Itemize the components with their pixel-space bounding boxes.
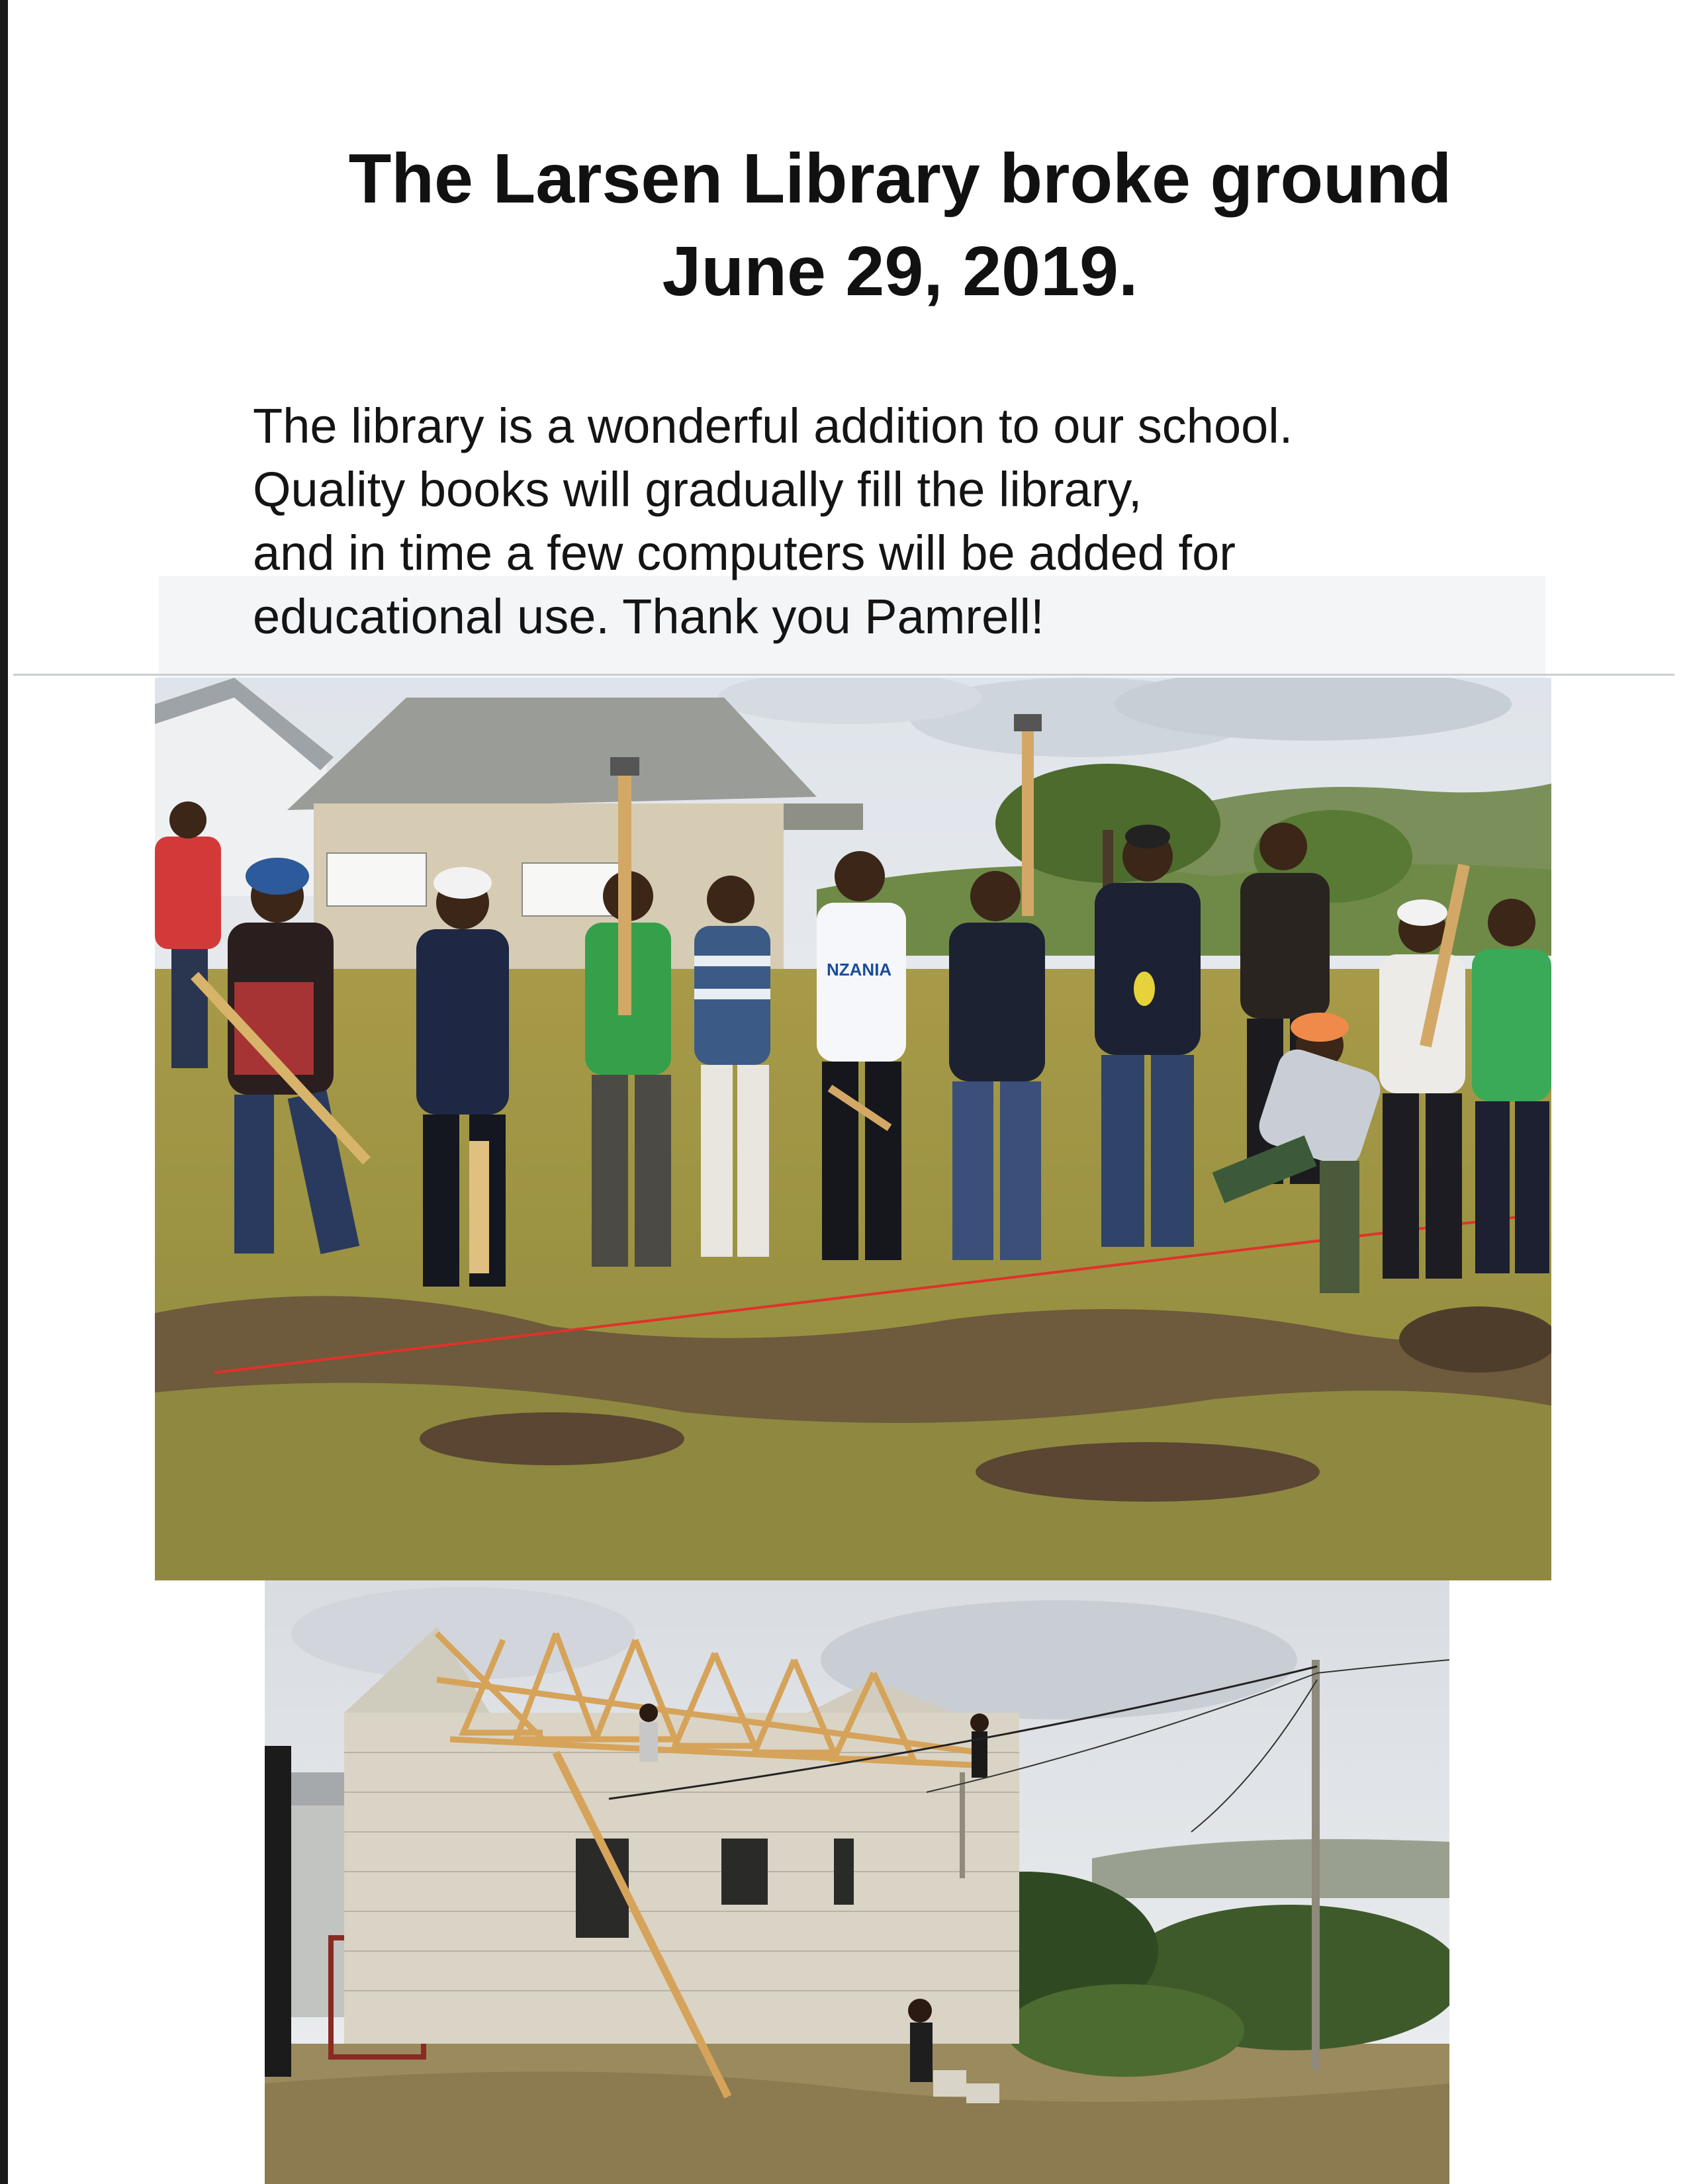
- paper-fold-line: [13, 674, 1674, 676]
- body-paragraph: [253, 394, 1510, 649]
- construction-illustration: [265, 1580, 1449, 2184]
- body-line-2: Quality books will gradually fill the library,: [253, 462, 1142, 517]
- title-line-2: June 29, 2019.: [662, 232, 1138, 310]
- body-line-3: and in time a few computers will be added for: [253, 525, 1236, 580]
- scan-edge: [0, 0, 8, 2184]
- construction-photo: [265, 1580, 1449, 2184]
- page-title: [199, 132, 1602, 318]
- shirt-text: NZANIA: [827, 960, 892, 979]
- title-line-1: The Larsen Library broke ground: [348, 140, 1452, 218]
- groundbreaking-illustration: [155, 678, 1551, 1580]
- groundbreaking-photo: [155, 678, 1551, 1580]
- body-line-1: The library is a wonderful addition to our school.: [253, 398, 1293, 453]
- body-line-4: educational use. Thank you Pamrell!: [253, 589, 1044, 644]
